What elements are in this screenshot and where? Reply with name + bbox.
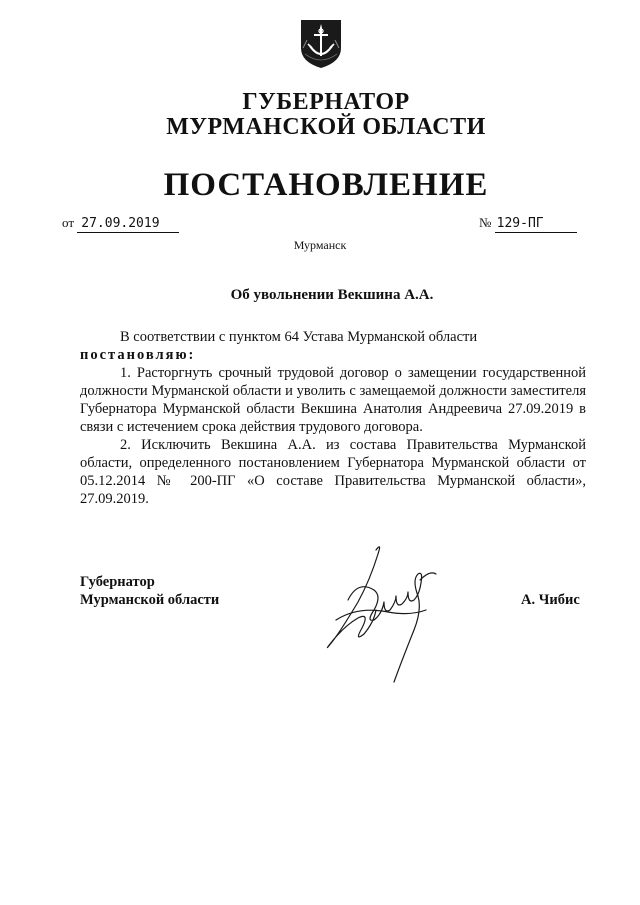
document-subject: Об увольнении Векшина А.А. xyxy=(230,287,434,303)
authority-name-line2: МУРМАНСКОЙ ОБЛАСТИ xyxy=(166,114,486,140)
body-intro: В соответствии с пунктом 64 Устава Мурманской области xyxy=(120,329,478,345)
document-number-field xyxy=(479,214,577,233)
signatory-name: А. Чибис xyxy=(521,592,580,608)
body-decree-word: постановляю: xyxy=(80,347,196,363)
signatory-title xyxy=(80,573,219,609)
number-prefix: № xyxy=(479,215,492,230)
document-number: 129-ПГ xyxy=(495,216,577,233)
coat-of-arms-icon xyxy=(299,18,343,70)
document-city: Мурманск xyxy=(293,238,347,252)
date-prefix: от xyxy=(62,215,75,230)
body-item-2: 2. Исключить Векшина А.А. из состава Правительства Мурманской области, определенного постановлением Губернатора Мурманской области от 05.12.2014 № 200-ПГ «О составе Правительства Мурманской области», 27.09.2019. xyxy=(80,437,586,507)
document-date-field xyxy=(62,214,179,233)
authority-name-line1: ГУБЕРНАТОР xyxy=(242,89,410,115)
document-body xyxy=(80,328,586,508)
signatory-title-line2: Мурманской области xyxy=(80,592,220,608)
body-item-1: 1. Расторгнуть срочный трудовой договор о замещении государственной должности Мурманской области и уволить с замещаемой должности заместителя Губернатора Мурманской области Векшина Анатолия Андреевича 27.09.2019 в связи с истечением срока действия трудового договора. xyxy=(80,365,586,435)
document-type-title: ПОСТАНОВЛЕНИЕ xyxy=(163,167,489,203)
handwritten-signature xyxy=(318,540,448,690)
signatory-title-line1: Губернатор xyxy=(80,574,155,590)
document-date: 27.09.2019 xyxy=(77,216,179,233)
